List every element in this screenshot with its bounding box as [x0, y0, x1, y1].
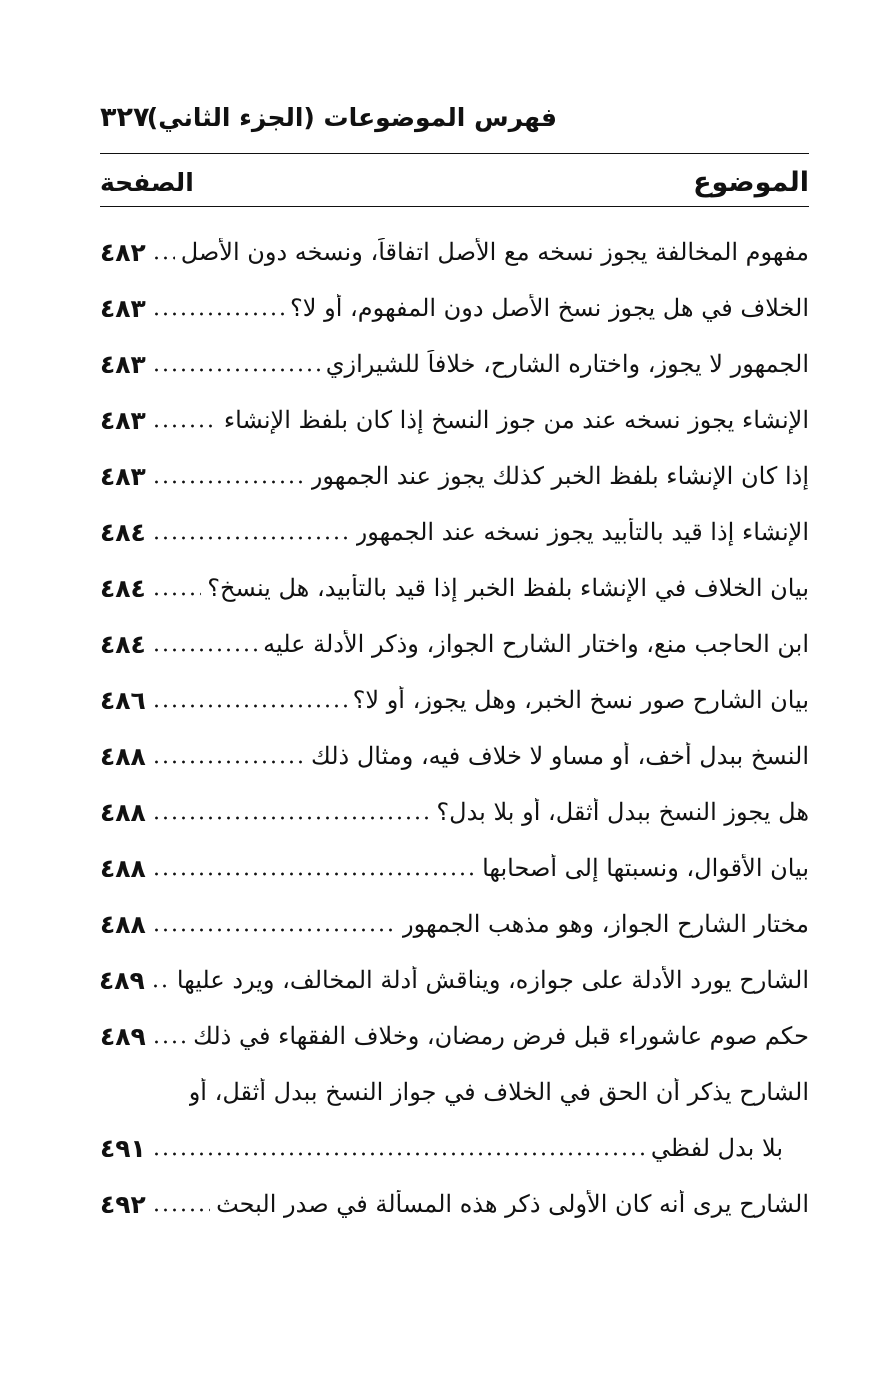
entry-page: ٤٨٨	[100, 797, 146, 827]
toc-entry	[100, 336, 809, 392]
dot-leader	[152, 1039, 187, 1045]
entry-text: بيان الخلاف في الإنشاء بلفظ الخبر إذا قيد بالتأبيد، هل ينسخ؟	[207, 574, 809, 602]
entry-page: ٤٨٤	[100, 573, 146, 603]
toc-entry	[100, 560, 809, 616]
dot-leader	[152, 1207, 210, 1213]
entry-text: الجمهور لا يجوز، واختاره الشارح، خلافاً للشيرازي	[325, 350, 809, 378]
toc-entry	[100, 728, 809, 784]
running-title: فهرس الموضوعات (الجزء الثاني)	[146, 103, 557, 132]
entry-text: الإنشاء يجوز نسخه عند من جوز النسخ إذا كان بلفظ الإنشاء	[223, 406, 809, 434]
running-head	[100, 98, 807, 138]
header-rule-top	[100, 153, 809, 154]
toc-entry	[100, 672, 809, 728]
entry-text: ابن الحاجب منع، واختار الشارح الجواز، وذكر الأدلة عليه	[263, 630, 809, 658]
toc-entry	[100, 616, 809, 672]
entry-text: الشارح يورد الأدلة على جوازه، ويناقش أدلة المخالف، ويرد عليها	[176, 966, 809, 994]
toc-list	[100, 224, 809, 1232]
entry-page: ٤٨٣	[100, 405, 146, 435]
dot-leader	[152, 815, 431, 821]
entry-text: حكم صوم عاشوراء قبل فرض رمضان، وخلاف الفقهاء في ذلك	[193, 1022, 809, 1050]
column-header-page: الصفحة	[100, 168, 194, 197]
dot-leader	[152, 535, 350, 541]
entry-page: ٤٨٤	[100, 629, 146, 659]
entry-text: إذا كان الإنشاء بلفظ الخبر كذلك يجوز عند الجمهور	[310, 462, 809, 490]
toc-entry	[100, 784, 809, 840]
toc-entry	[100, 1176, 809, 1232]
toc-entry	[100, 1008, 809, 1064]
entry-page: ٤٩٢	[100, 1189, 146, 1219]
dot-leader	[151, 983, 171, 989]
dot-leader	[152, 703, 347, 709]
entry-text: الخلاف في هل يجوز نسخ الأصل دون المفهوم، أو لا؟	[290, 294, 809, 322]
dot-leader	[152, 1151, 645, 1157]
entry-text: الشارح يذكر أن الحق في الخلاف في جواز النسخ ببدل أثقل، أو	[188, 1078, 809, 1106]
entry-page: ٤٨٣	[100, 293, 146, 323]
dot-leader	[152, 255, 175, 261]
dot-leader	[152, 927, 396, 933]
entry-text: النسخ ببدل أخف، أو مساو لا خلاف فيه، ومثال ذلك	[311, 742, 809, 770]
toc-entry	[100, 280, 809, 336]
column-headers	[100, 162, 809, 204]
entry-page: ٤٨٨	[100, 741, 146, 771]
entry-page: ٤٨٨	[100, 909, 146, 939]
entry-text: مختار الشارح الجواز، وهو مذهب الجمهور	[401, 910, 809, 938]
toc-entry	[100, 448, 809, 504]
dot-leader	[152, 311, 284, 317]
header-rule-bottom	[100, 206, 809, 207]
dot-leader	[152, 591, 202, 597]
entry-page: ٤٨٩	[99, 965, 145, 995]
entry-text: الشارح يرى أنه كان الأولى ذكر هذه المسألة في صدر البحث	[216, 1190, 809, 1218]
entry-text: مفهوم المخالفة يجوز نسخه مع الأصل اتفاقاً، ونسخه دون الأصل	[180, 238, 809, 266]
entry-text: هل يجوز النسخ ببدل أثقل، أو بلا بدل؟	[436, 798, 809, 826]
dot-leader	[152, 871, 476, 877]
entry-page: ٤٨٤	[100, 517, 146, 547]
entry-page: ٤٨٣	[100, 461, 146, 491]
dot-leader	[152, 647, 257, 653]
toc-entry-multiline-line1	[100, 1064, 809, 1120]
column-header-topic: الموضوع	[693, 167, 809, 198]
toc-entry	[100, 504, 809, 560]
entry-text: الإنشاء إذا قيد بالتأبيد يجوز نسخه عند الجمهور	[355, 518, 809, 546]
toc-entry-multiline-line2	[100, 1120, 809, 1176]
dot-leader	[152, 479, 305, 485]
entry-page: ٤٨٢	[100, 237, 146, 267]
dot-leader	[152, 367, 320, 373]
toc-entry	[100, 952, 809, 1008]
dot-leader	[152, 423, 218, 429]
dot-leader	[152, 759, 305, 765]
toc-entry	[100, 840, 809, 896]
entry-page: ٤٨٣	[100, 349, 146, 379]
toc-entry	[100, 224, 809, 280]
entry-page: ٤٨٩	[100, 1021, 146, 1051]
entry-text: بلا بدل لفظي	[650, 1134, 783, 1162]
entry-page: ٤٩١	[100, 1133, 146, 1163]
entry-page: ٤٨٦	[100, 685, 146, 715]
entry-page: ٤٨٨	[100, 853, 146, 883]
entry-text: بيان الأقوال، ونسبتها إلى أصحابها	[482, 854, 809, 882]
page-number: ٣٢٧	[100, 102, 150, 133]
entry-text: بيان الشارح صور نسخ الخبر، وهل يجوز، أو لا؟	[352, 686, 809, 714]
toc-entry	[100, 392, 809, 448]
toc-entry	[100, 896, 809, 952]
